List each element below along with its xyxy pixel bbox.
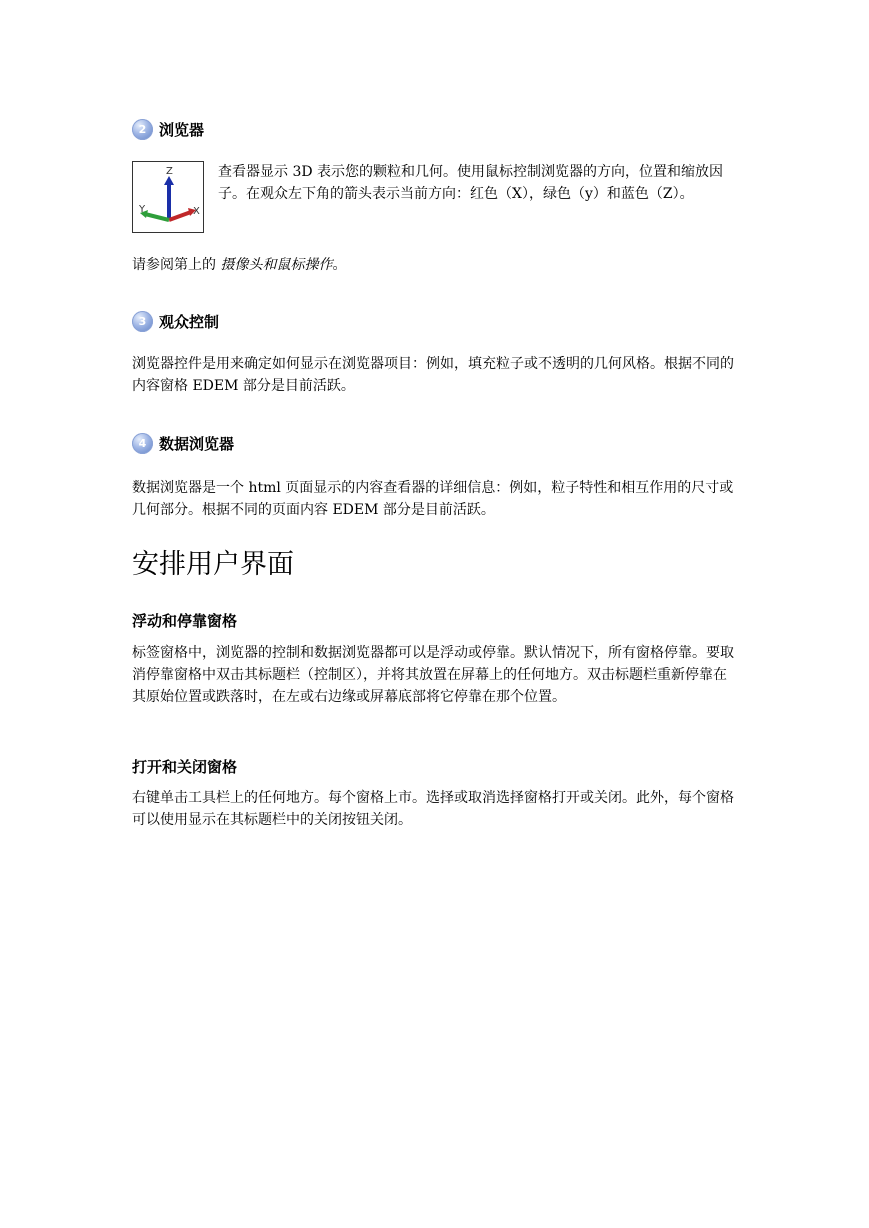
step-number-badge: 3	[132, 311, 153, 332]
step-number-badge: 2	[132, 119, 153, 140]
section-title: 观众控制	[159, 312, 220, 331]
y-axis-line	[145, 214, 169, 220]
subsection-title-open-close: 打开和关闭窗格	[132, 758, 238, 776]
step-number-badge: 4	[132, 433, 153, 454]
section-title: 数据浏览器	[159, 434, 235, 453]
float-dock-description: 标签窗格中，浏览器的控制和数据浏览器都可以是浮动或停靠。默认情况下，所有窗格停靠。要取消停靠窗格中双击其标题栏（控制区），并将其放置在屏幕上的任何地方。双击标题栏重新停靠在其原始位置或跌落时，在左或右边缘或屏幕底部将它停靠在那个位置。	[132, 645, 734, 705]
section-title: 浏览器	[159, 120, 205, 139]
z-axis-arrow	[164, 176, 174, 185]
axes-graphic	[133, 162, 203, 232]
viewer-description: 查看器显示 3D 表示您的颗粒和几何。使用鼠标控制浏览器的方向，位置和缩放因子。在观众左下角的箭头表示当前方向：红色（X），绿色（y）和蓝色（Z）。	[218, 164, 724, 202]
x-axis-line	[169, 212, 191, 220]
section-heading-viewer-controls	[132, 309, 219, 333]
x-axis-label: X	[193, 206, 200, 217]
chapter-title: 安排用户界面	[132, 549, 294, 580]
y-axis-label: Y	[139, 204, 146, 215]
viewer-controls-description: 浏览器控件是用来确定如何显示在浏览器项目：例如，填充粒子或不透明的几何风格。根据不同的内容窗格 EDEM 部分是目前活跃。	[132, 356, 734, 394]
subsection-title-float-dock: 浮动和停靠窗格	[132, 612, 238, 630]
section-heading-data-browser	[132, 431, 234, 455]
section-heading-viewer	[132, 117, 204, 141]
see-also-line	[132, 254, 740, 276]
see-also-suffix: 。	[332, 257, 347, 273]
xyz-axes-icon	[132, 161, 204, 233]
data-browser-description: 数据浏览器是一个 html 页面显示的内容查看器的详细信息：例如，粒子特性和相互作用的尺寸或几何部分。根据不同的页面内容 EDEM 部分是目前活跃。	[132, 480, 734, 518]
see-also-prefix: 请参阅第上的	[132, 257, 221, 273]
see-also-link[interactable]: 摄像头和鼠标操作	[220, 257, 333, 273]
z-axis-label: Z	[166, 166, 173, 177]
open-close-description: 右键单击工具栏上的任何地方。每个窗格上市。选择或取消选择窗格打开或关闭。此外，每个窗格可以使用显示在其标题栏中的关闭按钮关闭。	[132, 790, 734, 828]
